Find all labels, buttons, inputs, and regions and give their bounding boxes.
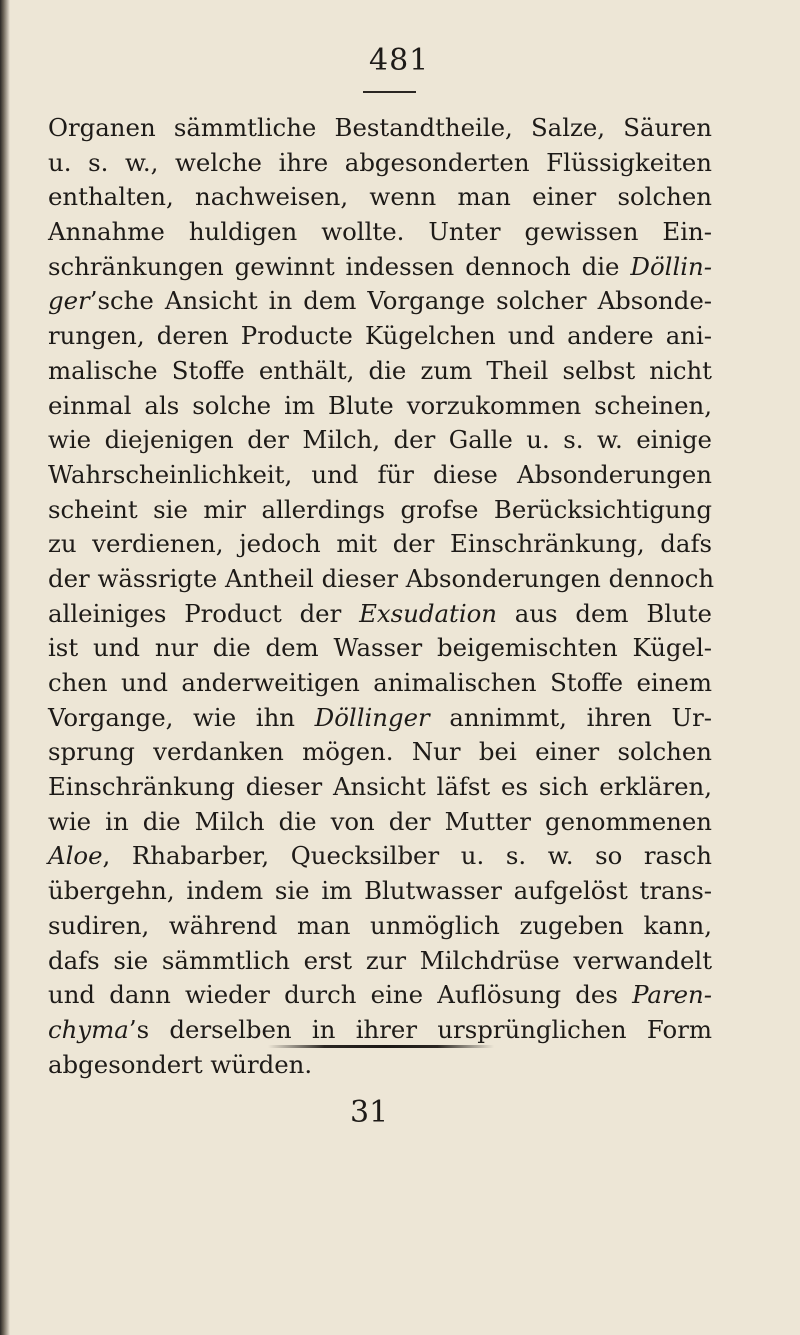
- page-number-rule: [363, 91, 416, 93]
- page-number: 481: [369, 43, 430, 78]
- text-line: malische Stoffe enthält, die zum Theil selbst nicht: [48, 355, 712, 385]
- signature-mark: 31: [350, 1095, 389, 1130]
- italic-term: chyma: [48, 1014, 129, 1044]
- ornament-rule: [268, 1045, 494, 1048]
- italic-name: ger: [48, 286, 90, 316]
- italic-term: Exsudation: [359, 598, 498, 628]
- text-line: einmal als solche im Blute vorzukommen scheinen,: [48, 390, 712, 420]
- text-line: enthalten, nachweisen, wenn man einer solchen: [48, 182, 712, 212]
- text-line: [48, 1013, 712, 1048]
- text-line: [48, 250, 712, 285]
- text-line: Wahrscheinlichkeit, und für diese Absonderungen: [48, 459, 712, 489]
- text-line: chen und anderweitigen animalischen Stoffe einem: [48, 668, 712, 697]
- text-line: der wässrigte Antheil dieser Absonderungen dennoch: [48, 563, 715, 593]
- text-line: u. s. w., welche ihre abgesonderten Flüssigkeiten: [48, 147, 712, 177]
- italic-term: Paren-: [632, 980, 712, 1010]
- text-segment: ’sche Ansicht in dem Vorgange solcher Absonde-: [89, 286, 712, 316]
- text-line: Organen sämmtliche Bestandtheile, Salze, Säuren: [48, 113, 712, 142]
- body-text: [48, 111, 715, 1082]
- text-line: wie in die Milch die von der Mutter genommenen: [48, 806, 712, 836]
- text-line: [48, 978, 712, 1013]
- text-segment: ’s derselben in ihrer ursprünglichen Form: [128, 1014, 712, 1044]
- text-line: dafs sie sämmtlich erst zur Milchdrüse verwandelt: [48, 945, 712, 975]
- text-segment: alleiniges Product der: [48, 598, 360, 628]
- text-segment: , Rhabarber, Quecksilber u. s. w. so rasch: [102, 841, 712, 871]
- text-line: wie diejenigen der Milch, der Galle u. s. w. einige: [48, 425, 712, 455]
- italic-term: Aloe: [48, 841, 103, 871]
- text-segment: annimmt, ihren Ur-: [429, 702, 712, 732]
- text-line: Einschränkung dieser Ansicht läfst es sich erklären,: [48, 772, 712, 802]
- italic-name: Döllinger: [314, 702, 430, 732]
- text-segment: Vorgange, wie ihn: [48, 702, 315, 732]
- text-line: rungen, deren Producte Kügelchen und andere ani-: [48, 321, 712, 351]
- text-line: sprung verdanken mögen. Nur bei einer solchen: [48, 737, 712, 767]
- text-segment: schränkungen gewinnt indessen dennoch die: [48, 251, 631, 281]
- text-line: [48, 597, 712, 632]
- text-line: abgesondert würden.: [48, 1049, 313, 1079]
- text-segment: aus dem Blute: [497, 598, 712, 628]
- text-line: ist und nur die dem Wasser beigemischten Kügel-: [48, 633, 712, 663]
- italic-name: Döllin-: [630, 251, 712, 281]
- text-line: zu verdienen, jedoch mit der Einschränkung, dafs: [48, 529, 712, 559]
- text-line: scheint sie mir allerdings grofse Berücksichtigung: [48, 494, 712, 524]
- text-line: sudiren, während man unmöglich zugeben kann,: [48, 910, 712, 940]
- text-line: [48, 839, 712, 874]
- text-line: übergehn, indem sie im Blutwasser aufgelöst trans-: [48, 876, 712, 906]
- text-line: Annahme huldigen wollte. Unter gewissen Ein-: [48, 217, 712, 247]
- text-segment: und dann wieder durch eine Auflösung des: [48, 980, 633, 1010]
- text-line: [48, 284, 712, 319]
- text-line: [48, 701, 712, 736]
- page-edge-shadow: [0, 0, 10, 1335]
